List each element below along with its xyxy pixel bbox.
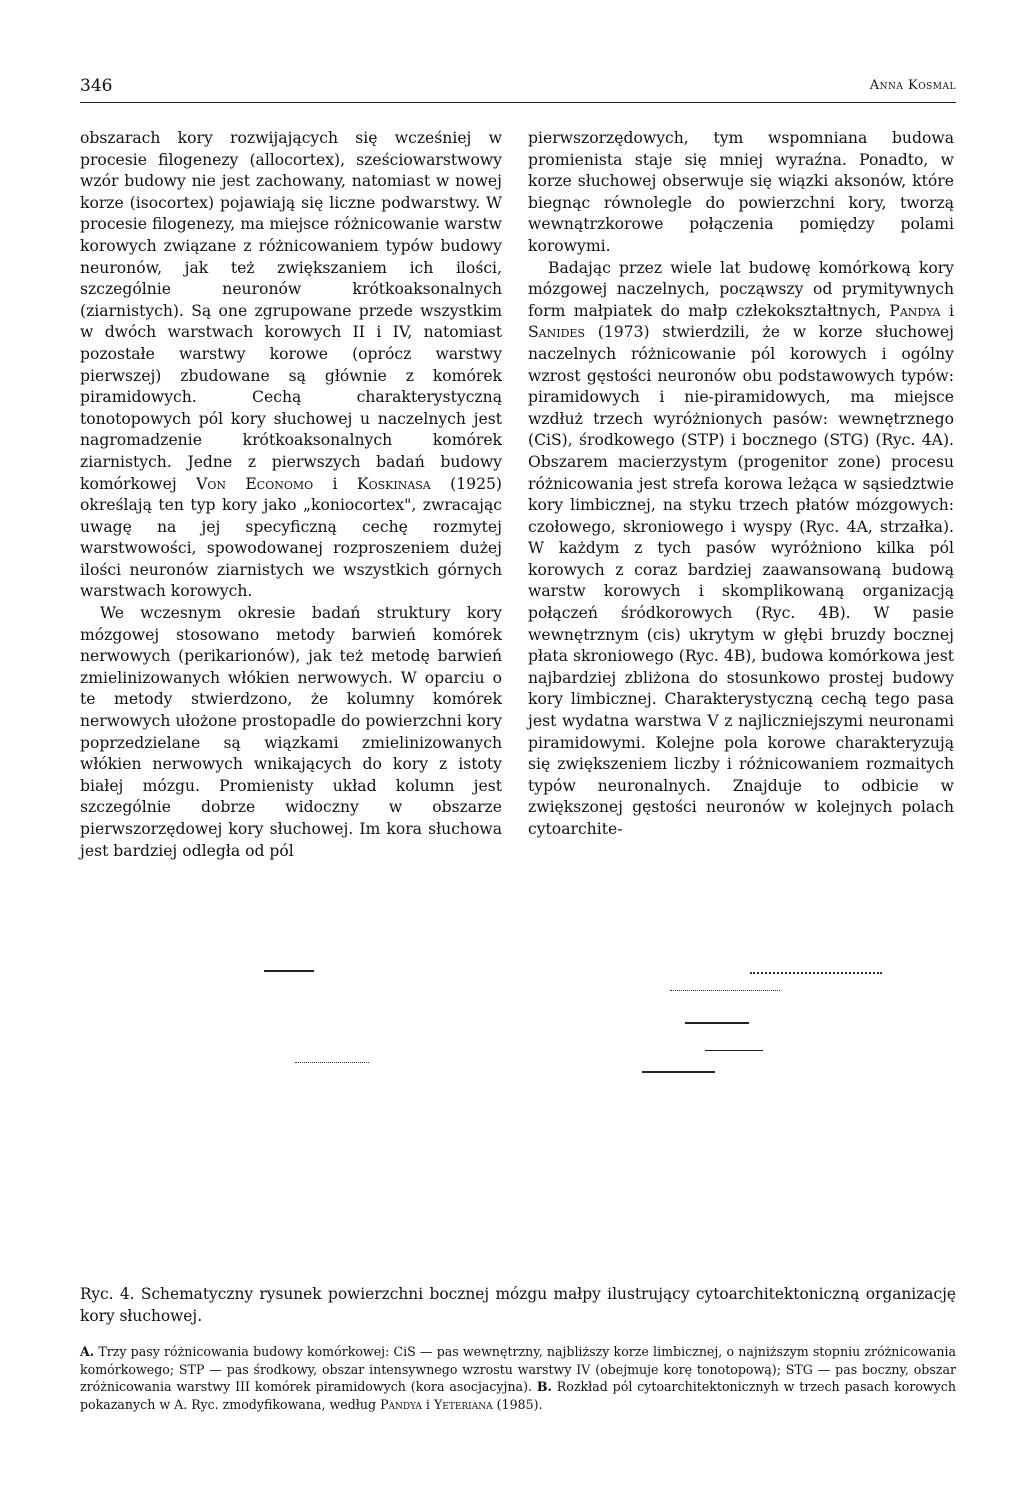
figure-dotted-stroke	[750, 972, 882, 974]
figure-stroke	[705, 1050, 763, 1051]
running-author: Anna Kosmal	[869, 78, 956, 93]
right-paragraph-2	[528, 258, 954, 841]
citation-von-economo: Von Economo	[196, 474, 314, 493]
right-paragraph-1: pierwszorzędowych, tym wspomniana budowa promienista staje się mniej wyraźna. Ponadto, w korze słuchowej obserwuje się wiązki aksonów, które biegnąc równolegle do powierzchni kory, tworzą wewnątrzkorowe połączenia pomiędzy polami korowymi.	[528, 129, 954, 255]
figure-legend	[80, 1343, 956, 1413]
running-header	[80, 76, 956, 103]
legend-label-a: A.	[80, 1344, 95, 1359]
legend-text-b: Rozkład pól cytoarchitektonicznyh w trzech pasach korowych pokazanych w A. Ryc. zmodyfikowana, według	[80, 1379, 956, 1412]
figure-4-faint-illustration	[80, 945, 956, 1265]
legend-label-b: B.	[536, 1379, 552, 1395]
right-p2-start: Badając przez wiele lat budowę komórkową kory mózgowej naczelnych, począwszy od prymitywnych form małpiatek do małp człekokształtnych,	[528, 258, 954, 320]
right-p2-end: (1973) stwierdzili, że w korze słuchowej naczelnych różnicowanie pól korowych i ogólny wzrost gęstości neuronów obu podstawowych typów: piramidowych i nie-piramidowych, ma miejsce wzdłuż trzech wyróżnionych pasów: wewnętrznego (CiS), środkowego (STP) i bocznego (STG) (Ryc. 4A). Obszarem macierzystym (progenitor zone) procesu różnicowania jest strefa korowa leżąca w sąsiedztwie kory limbicznej, na styku trzech płatów mózgowych: czołowego, skroniowego i wyspy (Ryc. 4A, strzałka). W każdym z tych pasów wyróżniono kilka pól korowych z coraz bardziej zaawansowaną budową warstw korowych i skomplikowaną organizacją połączeń śródkorowych (Ryc. 4B). W pasie wewnętrznym (cis) ukrytym w głębi bruzdy bocznej płata skroniowego (Ryc. 4B), budowa komórkowa jest najbardziej zbliżona do stosunkowo prostej budowy kory limbicznej. Charakterystyczną cechą tego pasa jest wydatna warstwa V z najliczniejszymi neuronami piramidowymi. Kolejne pola korowe charakteryzują się zwiększeniem liczby i różnicowaniem rozmaitych typów neuronalnych. Znajduje to odbicie w zwiększonej gęstości neuronów w kolejnych polach cytoarchite-	[528, 323, 954, 838]
figure-stroke	[264, 970, 314, 972]
legend-end: (1985).	[496, 1396, 543, 1412]
legend-text-a: Trzy pasy różnicowania budowy komórkowej: CiS — pas wewnętrzny, najbliższy korze limbicznej, o najniższym stopniu zróżnicowania komórkowego; STP — pas środkowy, obszar intensywnego wzrostu warstwy IV (obejmuje korę tonotopową); STG — pas boczny, obszar zróżnicowania warstwy III komórek piramidowych (kora asocjacyjna).	[80, 1344, 956, 1395]
right-column	[528, 128, 954, 841]
figure-caption: Ryc. 4. Schematyczny rysunek powierzchni bocznej mózgu małpy ilustrujący cytoarchitektoniczną organizację kory słuchowej.	[80, 1285, 956, 1325]
citation-conjunction: i	[332, 474, 338, 493]
citation-yeteriana: Yeteriana	[433, 1396, 493, 1412]
left-paragraph-1	[80, 128, 502, 603]
citation-pandya: Pandya	[889, 301, 941, 320]
citation-conjunction: i	[425, 1396, 430, 1412]
left-p1-end: (1925) określają ten typ kory jako „koniocortex", zwracając uwagę na jej specyficzną cechę rozmytej warstwowości, spowodowanej rozproszeniem dużej ilości neuronów ziarnistych we wszystkich górnych warstwach korowych.	[80, 474, 502, 601]
left-p1-text: obszarach kory rozwijających się wcześniej w procesie filogenezy (allocortex), sześciowarstwowy wzór budowy nie jest zachowany, natomiast w nowej korze (isocortex) pojawiają się liczne podwarstwy. W procesie filogenezy, ma miejsce różnicowanie warstw korowych związane z różnicowaniem typów budowy neuronów, jak też zwiększaniem ich ilości, szczególnie neuronów krótkoaksonalnych (ziarnistych). Są one zgrupowane przede wszystkim w dwóch warstwach korowych II i IV, natomiast pozostałe warstwy korowe (oprócz warstwy pierwszej) zbudowane są głównie z komórek piramidowych. Cechą charakterystyczną tonotopowych pól kory słuchowej u naczelnych jest nagromadzenie krótkoaksonalnych komórek ziarnistych. Jedne z pierwszych badań budowy komórkowej	[80, 129, 502, 493]
figure-stroke	[685, 1022, 749, 1024]
left-paragraph-2: We wczesnym okresie badań struktury kory mózgowej stosowano metody barwień komórek nerwowych (perikarionów), jak też metodę barwień zmielinizowanych włókien nerwowych. W oparciu o te metody stwierdzono, że kolumny komórek nerwowych ułożone prostopadle do powierzchni kory poprzedzielane są wiązkami zmielinizowanych włókien nerwowych wnikających do kory z istoty białej mózgu. Promienisty układ kolumn jest szczególnie dobrze widoczny w obszarze pierwszorzędowej kory słuchowej. Im kora słuchowa jest bardziej odległa od pól	[80, 604, 502, 860]
citation-conjunction: i	[949, 301, 954, 320]
figure-dotted-stroke	[295, 1062, 369, 1063]
left-column	[80, 128, 502, 862]
citation-pandya: Pandya	[380, 1396, 422, 1412]
citation-sanides: Sanides	[528, 323, 585, 342]
page-number: 346	[80, 76, 113, 96]
figure-dotted-stroke	[670, 990, 780, 991]
figure-stroke	[642, 1071, 715, 1073]
citation-koskinasa: Koskinasa	[356, 474, 431, 493]
